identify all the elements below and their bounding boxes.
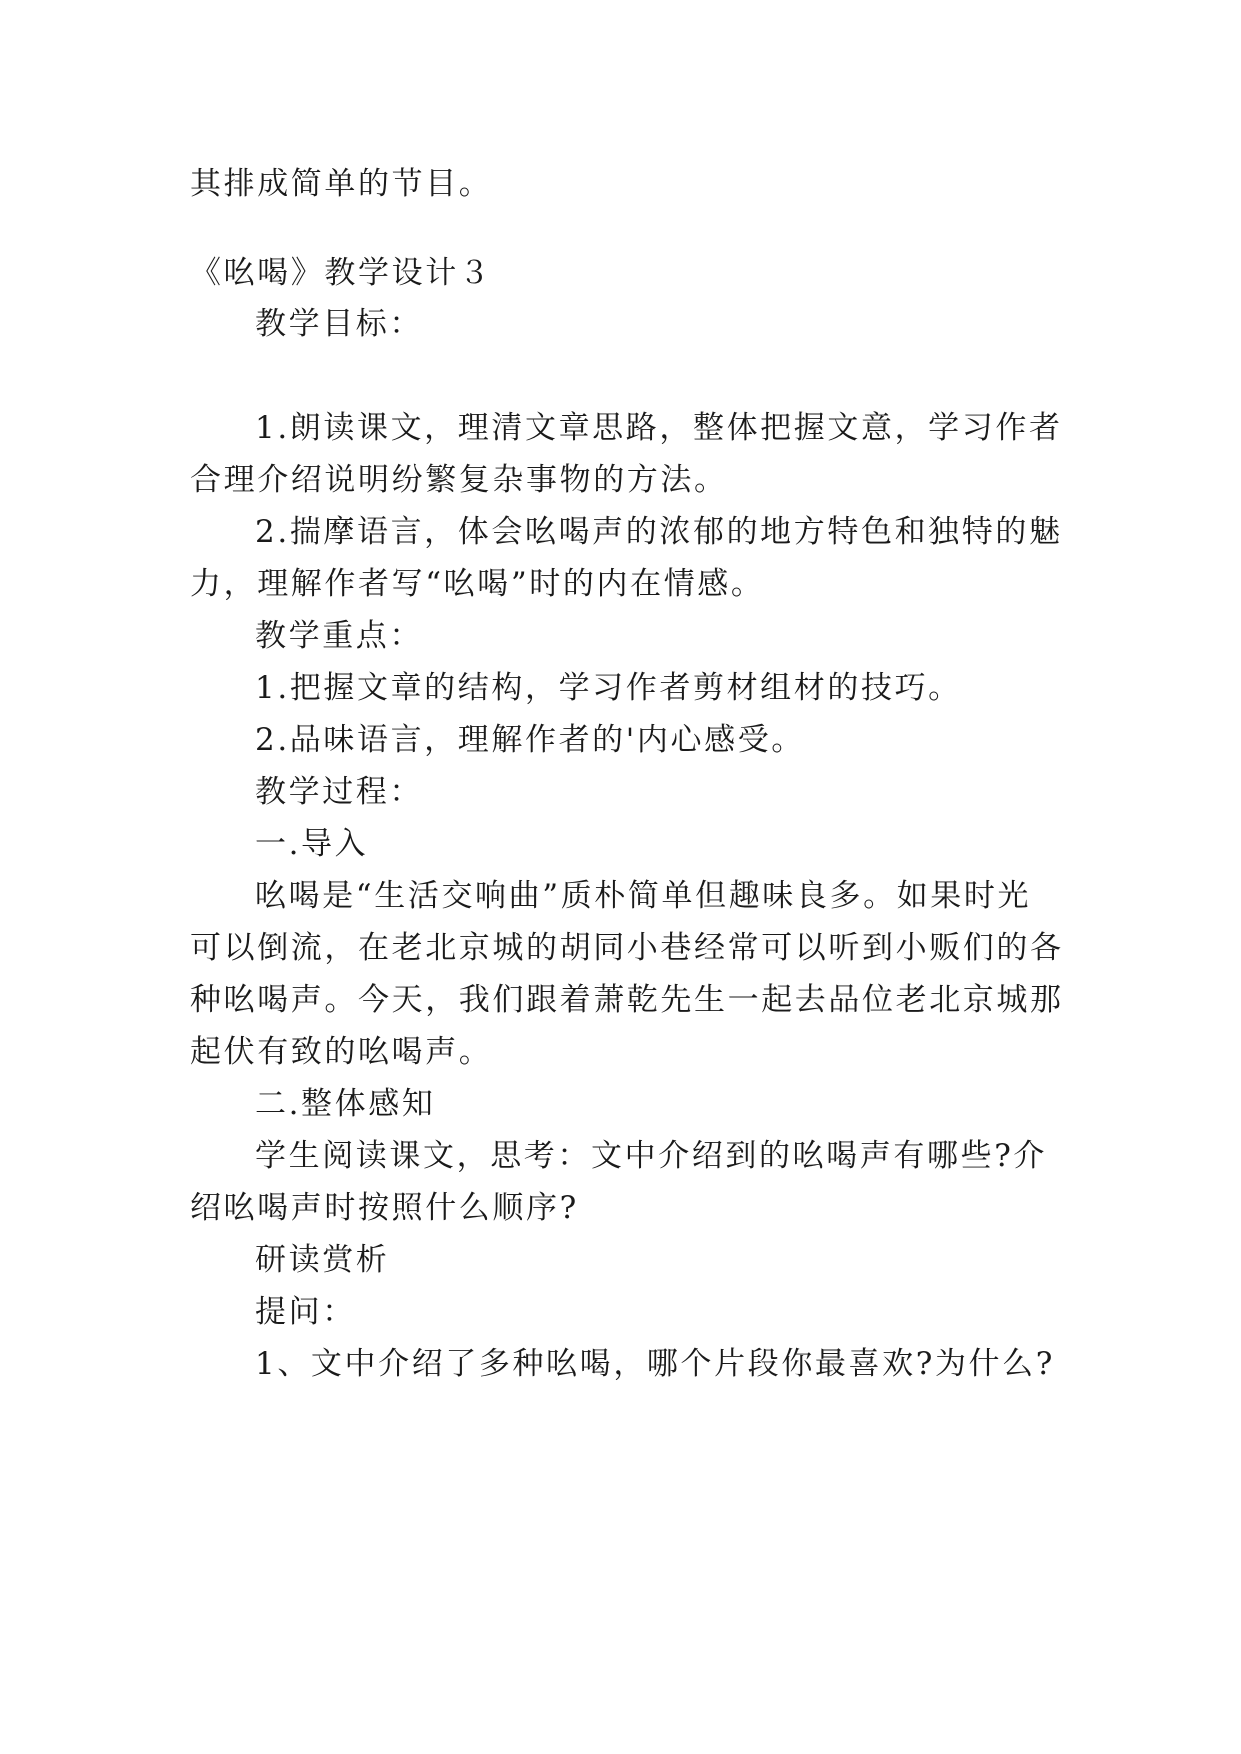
heading-teaching-process: 教学过程： (255, 774, 423, 810)
goal-1-line-2: 合理介绍说明纷繁复杂事物的方法。 (190, 462, 728, 498)
paragraph-continuation: 其排成简单的节目。 (190, 166, 493, 202)
heading-teaching-goals: 教学目标： (255, 306, 423, 342)
step-2-heading: 二.整体感知 (255, 1086, 436, 1122)
heading-key-points: 教学重点： (255, 618, 423, 654)
key-point-1: 1.把握文章的结构，学习作者剪材组材的技巧。 (255, 670, 962, 706)
intro-line-4: 起伏有致的吆喝声。 (190, 1034, 493, 1070)
goal-1-line-1: 1.朗读课文，理清文章思路，整体把握文意，学习作者 (255, 410, 1063, 446)
task-line-1: 学生阅读课文，思考：文中介绍到的吆喝声有哪些?介 (255, 1138, 1048, 1174)
section-title: 《吆喝》教学设计３ (190, 255, 493, 291)
heading-close-reading: 研读赏析 (255, 1242, 390, 1278)
key-point-2: 2.品味语言，理解作者的'内心感受。 (255, 722, 805, 758)
goal-2-line-2: 力，理解作者写“吆喝”时的内在情感。 (190, 566, 765, 602)
question-1: 1、文中介绍了多种吆喝，哪个片段你最喜欢?为什么? (255, 1346, 1055, 1382)
task-line-2: 绍吆喝声时按照什么顺序? (190, 1190, 579, 1226)
intro-line-3: 种吆喝声。今天，我们跟着萧乾先生一起去品位老北京城那 (190, 982, 1064, 1018)
intro-line-2: 可以倒流，在老北京城的胡同小巷经常可以听到小贩们的各 (190, 930, 1064, 966)
step-1-heading: 一.导入 (255, 826, 369, 862)
goal-2-line-1: 2.揣摩语言，体会吆喝声的浓郁的地方特色和独特的魅 (255, 514, 1063, 550)
heading-questions: 提问： (255, 1294, 356, 1330)
intro-line-1: 吆喝是“生活交响曲”质朴简单但趣味良多。如果时光 (255, 878, 1032, 914)
